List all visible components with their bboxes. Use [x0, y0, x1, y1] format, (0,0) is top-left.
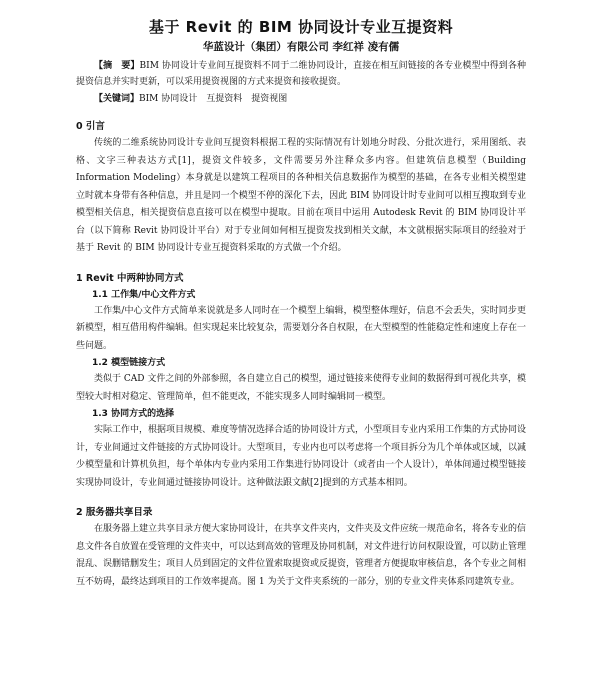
abstract-label: 【摘 要】: [94, 61, 140, 71]
section-2-paragraph: 在服务器上建立共享目录方便大家协同设计，在共享文件夹内，文件夹及文件应统一规范命名，将各专业的信息文件各自放置在受管理的文件夹中，可以达到高效的管理及协同机制，对文件进行访问权限设置，可以防止管理混乱、误删错删发生；项目人员到固定的文件位置索取提资或反提资，管理者方便提取审核信息，各个专业之间相互不妨碍，最终达到项目的工作效率提高。图 1 为关于文件夹系统的一部分，别的专业文件夹体系同建筑专业。: [76, 524, 527, 587]
subsection-1-3-paragraph: 实际工作中，根据项目规模、难度等情况选择合适的协同设计方式，小型项目专业内采用工作集的方式协同设计，专业间通过文件链接的方式协同设计。大型项目，专业内也可以考虑将一个项目拆分为几个单体或区域，以减少模型量和计算机负担，每个单体内专业内采用工作集进行协同设计（或者由一个人设计），单体间通过模型链接实现协同设计，专业间通过链接协同设计。这种做法跟文献[2]提到的方式基本相同。: [76, 425, 527, 488]
keywords-label: 【关键词】: [94, 94, 140, 104]
subsection-1-1-paragraph: 工作集/中心文件方式简单来说就是多人同时在一个模型上编辑，模型整体理好，信息不会丢失，实时同步更新模型，相互借用构件编辑。但实现起来比较复杂，需要划分各自权限，在大型模型的性能稳定性和速度上存在一些问题。: [76, 305, 527, 351]
subsection-1-3-heading: 1.3 协同方式的选择: [92, 409, 175, 419]
subsection-1-2-paragraph: 类似于 CAD 文件之间的外部参照，各自建立自己的模型，通过链接来使得专业间的数据得到可视化共享，模型较大时相对稳定、管理简单，但不能更改，不能实现多人同时编辑同一模型。: [76, 374, 526, 402]
keywords-text: BIM 协同设计 互提资料 提资视图: [139, 94, 288, 104]
section-1-heading: 1 Revit 中两种协同方式: [76, 272, 184, 284]
authors-line: 华蓝设计（集团）有限公司 李红祥 凌有儒: [202, 41, 400, 53]
section-2-heading: 2 服务器共享目录: [76, 507, 153, 518]
keywords: [76, 91, 526, 107]
abstract-text: BIM 协同设计专业间互提资料不同于二维协同设计，直接在相互间链接的各专业模型中得到各种提资信息并实时更新，可以采用提资视图的方式来提资和接收提资。: [76, 61, 526, 87]
abstract: [76, 58, 526, 90]
section-0-heading: 0 引言: [76, 121, 105, 132]
paper-title: 基于 Revit 的 BIM 协同设计专业互提资料: [148, 18, 454, 36]
section-0-paragraph: 传统的二维系统协同设计专业间互提资料根据工程的实际情况有计划地分时段、分批次进行，采用图纸、表格、文字三种表达方式[1]，提资文件较多，文件需要另外注释众多内容。但建筑信息模型（Building Information Modeling）本身就是以建筑工程项目的各种相关信息数据作为模型的基础，在各专业相关模型建立时就本身带有各种信息，并且是同一个模型不停的深化下去，因此 BIM 协同设计时专业间可以相互搜取到专业模型相关信息，相关提资信息直接可以在模型中提取。目前在项目中运用 Autodesk Revit 的 BIM 协同设计平台（以下简称 Revit 协同设计平台）对于专业间如何相互提资发找到相关文献，本文就根据实际项目的经验对于基于 Revit 的 BIM 协同设计专业互提资料采取的方式做一个介绍。: [76, 138, 526, 253]
subsection-1-2-heading: 1.2 模型链接方式: [92, 358, 166, 368]
subsection-1-1-heading: 1.1 工作集/中心文件方式: [92, 289, 196, 300]
